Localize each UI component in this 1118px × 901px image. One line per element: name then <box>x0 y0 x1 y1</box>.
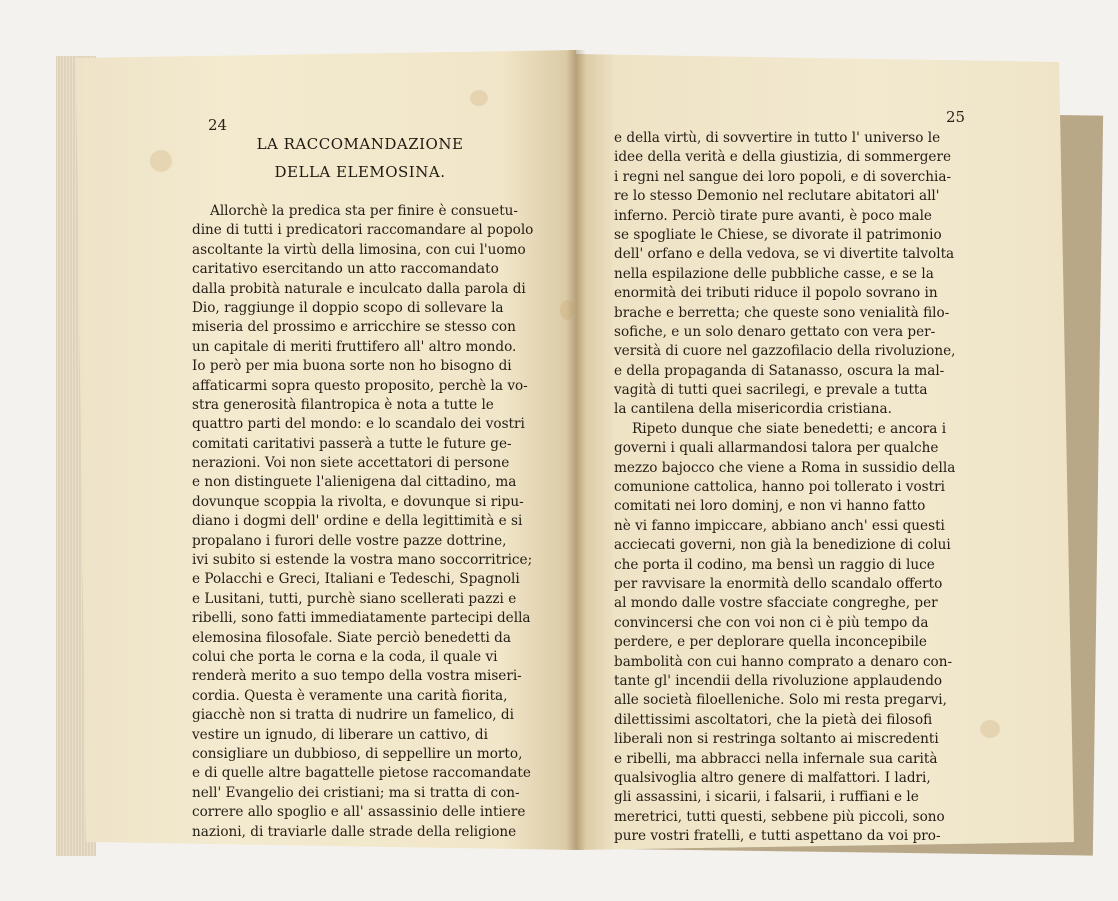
text-line: Allorchè la predica sta per finire è consuetu- <box>210 203 519 219</box>
text-line: e della propaganda di Satanasso, oscura la mal- <box>614 362 945 379</box>
foxing-spot <box>150 150 172 172</box>
text-line: brache e berretta; che queste sono venialità filo- <box>614 304 950 321</box>
right-page-number: 25 <box>946 108 966 126</box>
text-line: dalla probità naturale e inculcato dalla parola di <box>192 280 526 297</box>
text-line: vestire un ignudo, di liberare un cattivo, di <box>192 726 488 743</box>
chapter-title-line1: LA RACCOMANDAZIONE <box>256 135 464 153</box>
text-line: liberali non si restringa soltanto ai miscredenti <box>614 731 939 748</box>
text-line: renderà merito a suo tempo della vostra miseri- <box>192 668 522 685</box>
text-line: ribelli, sono fatti immediatamente partecipi della <box>192 610 531 627</box>
text-line: Dio, raggiunge il doppio scopo di sollevare la <box>192 299 504 316</box>
text-line: nell' Evangelio dei cristiani; ma si tratta di con- <box>192 784 520 801</box>
text-line: nè vi fanno impiccare, abbiano anch' essi questi <box>614 517 945 534</box>
text-line: e Lusitani, tutti, purchè siano scellerati pazzi e <box>192 590 517 607</box>
text-line: governi i quali allarmandosi talora per qualche <box>614 440 939 457</box>
text-line: al mondo dalle vostre sfacciate congreghe, per <box>614 595 938 612</box>
text-line: sofiche, e un solo denaro gettato con vera per- <box>614 323 936 340</box>
foxing-spot <box>470 90 488 106</box>
text-line: che porta il codino, ma bensì un raggio di luce <box>614 556 935 573</box>
text-line: un capitale di meriti fruttifero all' altro mondo. <box>192 338 517 355</box>
text-line: idee della verità e della giustizia, di sommergere <box>614 149 952 166</box>
text-line: affaticarmi sopra questo proposito, perchè la vo- <box>192 377 528 394</box>
text-line: propalano i furori delle vostre pazze dottrine, <box>192 532 507 549</box>
text-line: diano i dogmi dell' ordine e della legittimità e si <box>192 513 523 530</box>
text-line: tante gl' incendii della rivoluzione applaudendo <box>614 672 943 689</box>
text-line: pure vostri fratelli, e tutti aspettano da voi pro- <box>614 828 941 845</box>
text-line: nazioni, di traviarle dalle strade della religione <box>192 823 517 840</box>
text-line: bambolità con cui hanno comprato a denaro con- <box>614 653 953 670</box>
text-line: vagità di tutti quei sacrilegi, e prevale a tutta <box>614 382 928 399</box>
text-line: per ravvisare la enormità dello scandalo offerto <box>614 575 943 592</box>
text-line: enormità dei tributi riduce il popolo sovrano in <box>614 285 938 302</box>
text-line: elemosina filosofale. Siate perciò benedetti da <box>192 629 511 646</box>
text-line: versità di cuore nel gazzofilacio della rivoluzione, <box>614 343 956 360</box>
text-line: inferno. Perciò tirate pure avanti, è poco male <box>614 207 932 224</box>
text-line: Ripeto dunque che siate benedetti; e ancora i <box>632 420 947 437</box>
text-line: giacchè non si tratta di nudrire un famelico, di <box>192 707 514 724</box>
text-line: quattro parti del mondo: e lo scandalo dei vostri <box>192 416 525 433</box>
text-line: dovunque scoppia la rivolta, e dovunque si ripu- <box>192 493 524 510</box>
text-line: qualsivoglia altro genere di malfattori. I ladri, <box>614 769 931 786</box>
text-line: dine di tutti i predicatori raccomandare al popolo <box>192 222 534 239</box>
text-line: caritativo esercitando un atto raccomandato <box>192 261 499 278</box>
text-line: consigliare un dubbioso, di seppellire un morto, <box>192 745 523 762</box>
text-line: comitati nei loro dominj, e non vi hanno fatto <box>614 498 926 515</box>
text-line: se spogliate le Chiese, se divorate il patrimonio <box>614 226 942 243</box>
text-line: e ribelli, ma abbracci nella infernale sua carità <box>614 750 938 767</box>
text-line: alle società filoelleniche. Solo mi resta pregarvi, <box>614 692 947 709</box>
right-page-text <box>614 129 964 846</box>
text-line: dilettissimi ascoltatori, che la pietà dei filosofi <box>614 711 933 728</box>
text-line: stra generosità filantropica è nota a tutte le <box>192 396 494 413</box>
text-line: miseria del prossimo e arricchire se stesso con <box>192 319 516 336</box>
chapter-title-line2: DELLA ELEMOSINA. <box>274 163 446 181</box>
text-line: comitati caritativi passerà a tutte le future ge- <box>192 435 512 452</box>
text-line: e non distinguete l'alienigena dal cittadino, ma <box>192 474 517 491</box>
text-line: nerazioni. Voi non siete accettatori di persone <box>192 455 510 472</box>
text-line: correre allo spoglio e all' assassinio delle intiere <box>192 804 526 821</box>
text-line: Io però per mia buona sorte non ho bisogno di <box>192 358 512 375</box>
text-line: cordia. Questa è veramente una carità fiorita, <box>192 687 508 704</box>
text-line: e della virtù, di sovvertire in tutto l' universo le <box>614 130 941 146</box>
text-line: ascoltante la virtù della limosina, con cui l'uomo <box>192 241 526 258</box>
left-page-number: 24 <box>208 116 228 134</box>
text-line: convincersi che con voi non ci è più tempo da <box>614 614 929 631</box>
text-line: acciecati governi, non già la benedizione di colui <box>614 537 951 554</box>
text-line: re lo stesso Demonio nel reclutare abitatori all' <box>614 188 940 205</box>
text-line: perdere, e per deplorare quella inconcepibile <box>614 634 927 651</box>
text-line: comunione cattolica, hanno poi tollerato i vostri <box>614 479 945 496</box>
text-line: dell' orfano e della vedova, se vi divertite talvolta <box>614 246 955 263</box>
left-page-text <box>192 202 540 842</box>
book-gutter <box>566 50 586 850</box>
text-line: e di quelle altre bagattelle pietose raccomandate <box>192 765 531 782</box>
foxing-spot <box>560 300 574 320</box>
foxing-spot <box>980 720 1000 738</box>
text-line: meretrici, tutti questi, sebbene più piccoli, sono <box>614 808 945 825</box>
text-line: mezzo bajocco che viene a Roma in sussidio della <box>614 459 956 476</box>
text-line: colui che porta le corna e la coda, il quale vi <box>192 648 498 665</box>
text-line: i regni nel sangue dei loro popoli, e di soverchia- <box>614 168 952 185</box>
text-line: gli assassini, i sicarii, i falsarii, i ruffiani e le <box>614 789 919 806</box>
text-line: nella espilazione delle pubbliche casse, e se la <box>614 265 934 282</box>
text-line: ivi subito si estende la vostra mano soccorritrice; <box>192 552 533 569</box>
text-line: la cantilena della misericordia cristiana. <box>614 401 892 418</box>
text-line: e Polacchi e Greci, Italiani e Tedeschi, Spagnoli <box>192 571 520 588</box>
